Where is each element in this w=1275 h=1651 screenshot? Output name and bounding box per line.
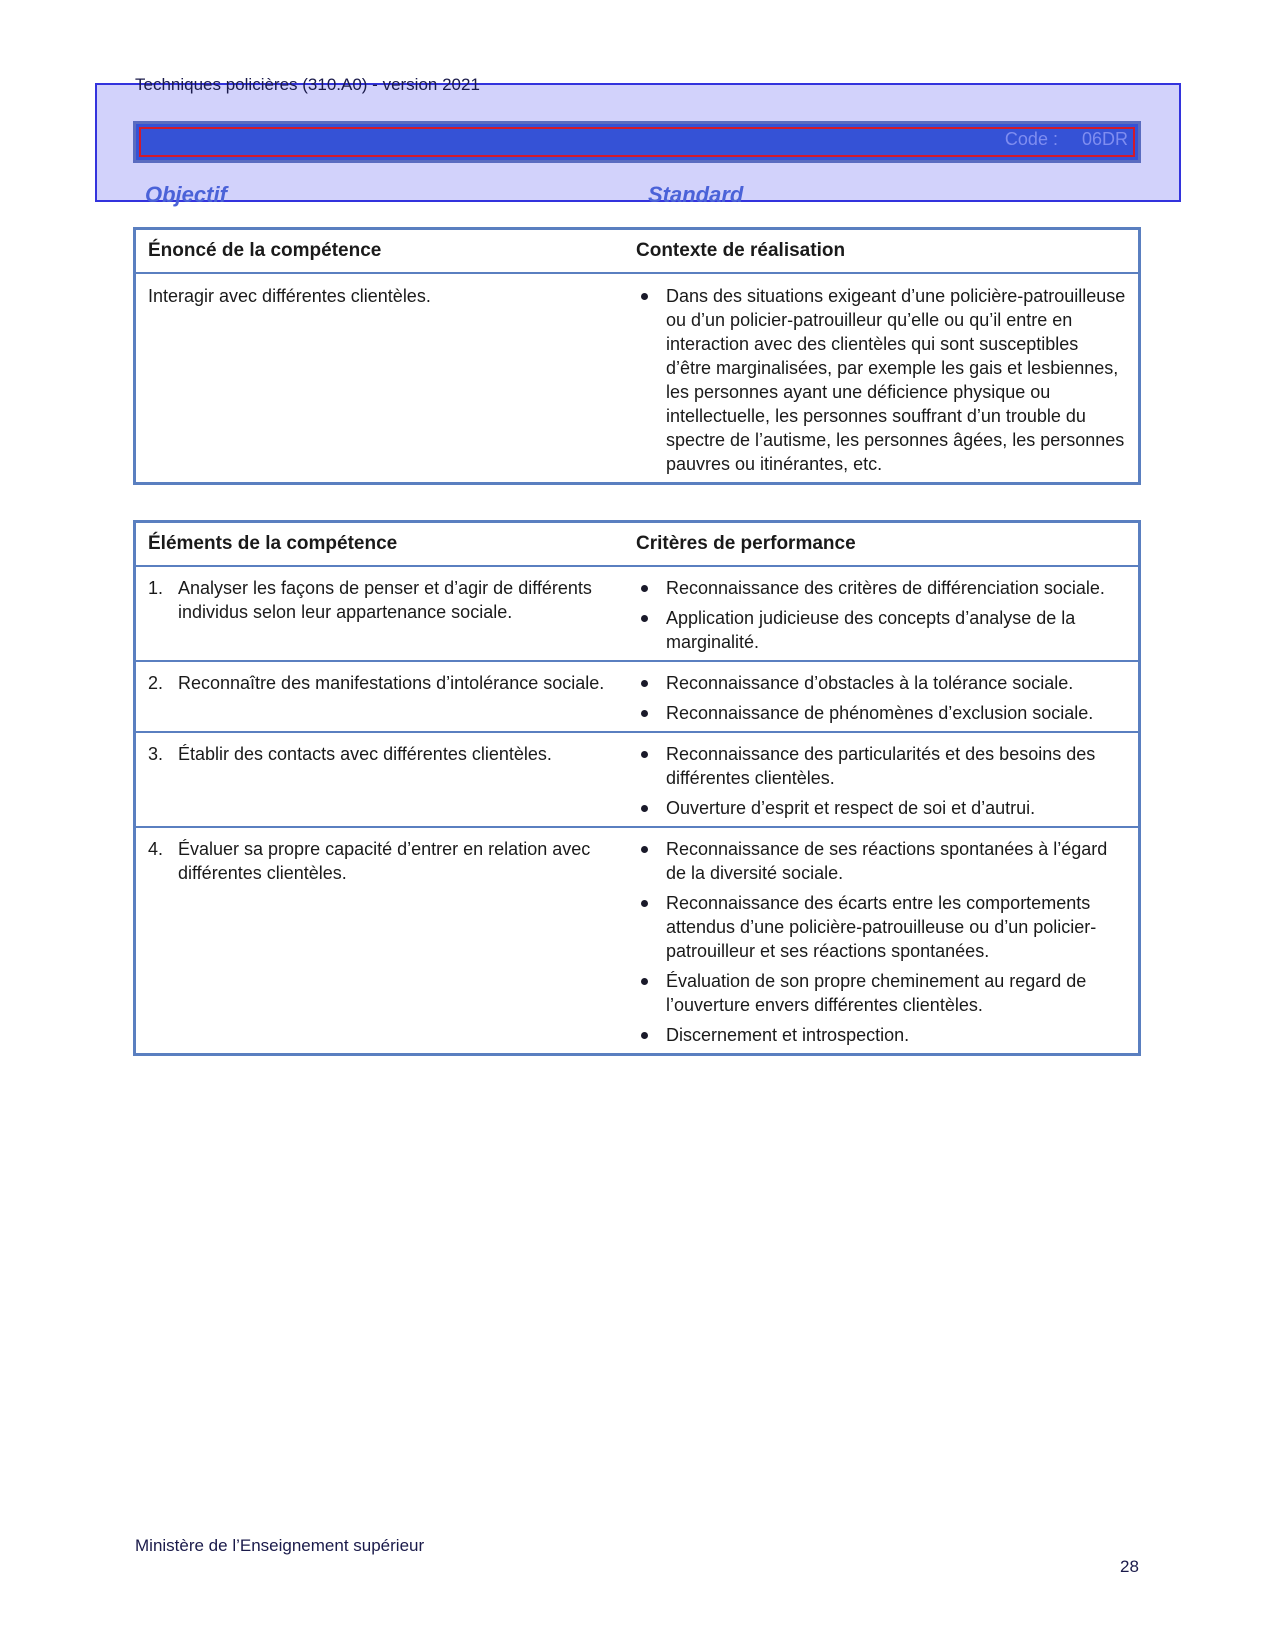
criterion-item bbox=[636, 891, 1128, 963]
bullet-text: Reconnaissance des écarts entre les comportements attendus d’une policière-patrouilleuse ou d’un policier-patrouilleur et ses réactions spontanées. bbox=[666, 893, 1097, 961]
element-row bbox=[136, 826, 1138, 1053]
context-cell bbox=[636, 284, 1138, 476]
criterion-item bbox=[636, 969, 1128, 1017]
code-bar bbox=[133, 121, 1141, 163]
section-objectif: Objectif bbox=[145, 182, 227, 207]
bullet-text: Reconnaissance des particularités et des besoins des différentes clientèles. bbox=[666, 744, 1096, 788]
criteria-header: Critères de performance bbox=[636, 533, 856, 554]
running-title: Techniques policières (310.A0) - version 2021 bbox=[135, 75, 480, 94]
bullet-icon bbox=[641, 1032, 648, 1039]
code-bar-frame bbox=[139, 127, 1135, 157]
criterion-item bbox=[636, 837, 1128, 885]
element-item bbox=[148, 742, 636, 766]
element-cell bbox=[136, 671, 636, 725]
bullet-text: Reconnaissance des critères de différenciation sociale. bbox=[666, 578, 1105, 598]
element-cell bbox=[136, 742, 636, 820]
bullet-text: Reconnaissance de phénomènes d’exclusion sociale. bbox=[666, 703, 1094, 723]
criteria-list bbox=[636, 837, 1128, 1047]
bullet-icon bbox=[641, 751, 648, 758]
code-value: 06DR bbox=[1081, 129, 1128, 149]
statement-header: Énoncé de la compétence bbox=[148, 240, 382, 261]
context-list bbox=[636, 284, 1128, 476]
element-row bbox=[136, 660, 1138, 731]
context-header: Contexte de réalisation bbox=[636, 240, 846, 261]
competence-table bbox=[133, 227, 1141, 485]
elements-header: Éléments de la compétence bbox=[148, 533, 398, 554]
bullet-text: Reconnaissance de ses réactions spontanées à l’égard de la diversité sociale. bbox=[666, 839, 1108, 883]
competence-statement: Interagir avec différentes clientèles. bbox=[148, 286, 431, 306]
code-text bbox=[1005, 129, 1128, 150]
criteria-cell bbox=[636, 742, 1138, 820]
element-cell bbox=[136, 837, 636, 1047]
element-item bbox=[148, 576, 636, 624]
bullet-text: Application judicieuse des concepts d’analyse de la marginalité. bbox=[666, 608, 1076, 652]
competence-header-row bbox=[136, 230, 1138, 272]
criteria-cell bbox=[636, 671, 1138, 725]
element-text: Reconnaître des manifestations d’intolérance sociale. bbox=[178, 673, 605, 693]
competence-body-row bbox=[136, 272, 1138, 482]
criterion-item bbox=[636, 796, 1128, 820]
section-standard: Standard bbox=[648, 182, 744, 207]
element-row bbox=[136, 731, 1138, 826]
criterion-item bbox=[636, 671, 1128, 695]
criterion-item bbox=[636, 606, 1128, 654]
bullet-text: Reconnaissance d’obstacles à la tolérance sociale. bbox=[666, 673, 1074, 693]
bullet-icon bbox=[641, 615, 648, 622]
element-text: Évaluer sa propre capacité d’entrer en relation avec différentes clientèles. bbox=[178, 839, 591, 883]
criteria-list bbox=[636, 576, 1128, 654]
element-number: 2. bbox=[148, 673, 164, 693]
bullet-text: Discernement et introspection. bbox=[666, 1025, 910, 1045]
context-bullet bbox=[636, 284, 1128, 476]
bullet-icon bbox=[641, 805, 648, 812]
criterion-item bbox=[636, 1023, 1128, 1047]
page-number: 28 bbox=[1120, 1557, 1139, 1576]
element-number: 3. bbox=[148, 744, 164, 764]
criteria-list bbox=[636, 742, 1128, 820]
bullet-icon bbox=[641, 293, 648, 300]
bullet-icon bbox=[641, 680, 648, 687]
criterion-item bbox=[636, 701, 1128, 725]
element-cell bbox=[136, 576, 636, 654]
criterion-item bbox=[636, 742, 1128, 790]
element-number: 1. bbox=[148, 578, 164, 598]
element-number: 4. bbox=[148, 839, 164, 859]
bullet-text: Dans des situations exigeant d’une policière-patrouilleuse ou d’un policier-patrouilleur qu’elle ou qu’il entre en interaction avec des clientèles qui sont susceptibles d’être marginalisées, par exemple les gais et lesbiennes, les personnes ayant une déficience physique ou intellectuelle, les personnes souffrant d’un trouble du spectre de l’autisme, les personnes âgées, les personnes pauvres ou itinérantes, etc. bbox=[666, 286, 1126, 474]
element-item bbox=[148, 671, 636, 695]
criterion-item bbox=[636, 576, 1128, 600]
element-text: Analyser les façons de penser et d’agir de différents individus selon leur appartenance sociale. bbox=[178, 578, 592, 622]
elements-header-row bbox=[136, 523, 1138, 565]
footer-ministry: Ministère de l’Enseignement supérieur bbox=[135, 1536, 425, 1555]
bullet-icon bbox=[641, 978, 648, 985]
elements-table bbox=[133, 520, 1141, 1056]
element-row bbox=[136, 565, 1138, 660]
bullet-icon bbox=[641, 900, 648, 907]
bullet-icon bbox=[641, 710, 648, 717]
bullet-text: Évaluation de son propre cheminement au regard de l’ouverture envers différentes clientèles. bbox=[666, 971, 1087, 1015]
bullet-text: Ouverture d’esprit et respect de soi et d’autrui. bbox=[666, 798, 1036, 818]
bullet-icon bbox=[641, 846, 648, 853]
code-label: Code : bbox=[1004, 129, 1058, 149]
criteria-list bbox=[636, 671, 1128, 725]
element-text: Établir des contacts avec différentes clientèles. bbox=[178, 744, 552, 764]
element-item bbox=[148, 837, 636, 885]
criteria-cell bbox=[636, 576, 1138, 654]
criteria-cell bbox=[636, 837, 1138, 1047]
bullet-icon bbox=[641, 585, 648, 592]
